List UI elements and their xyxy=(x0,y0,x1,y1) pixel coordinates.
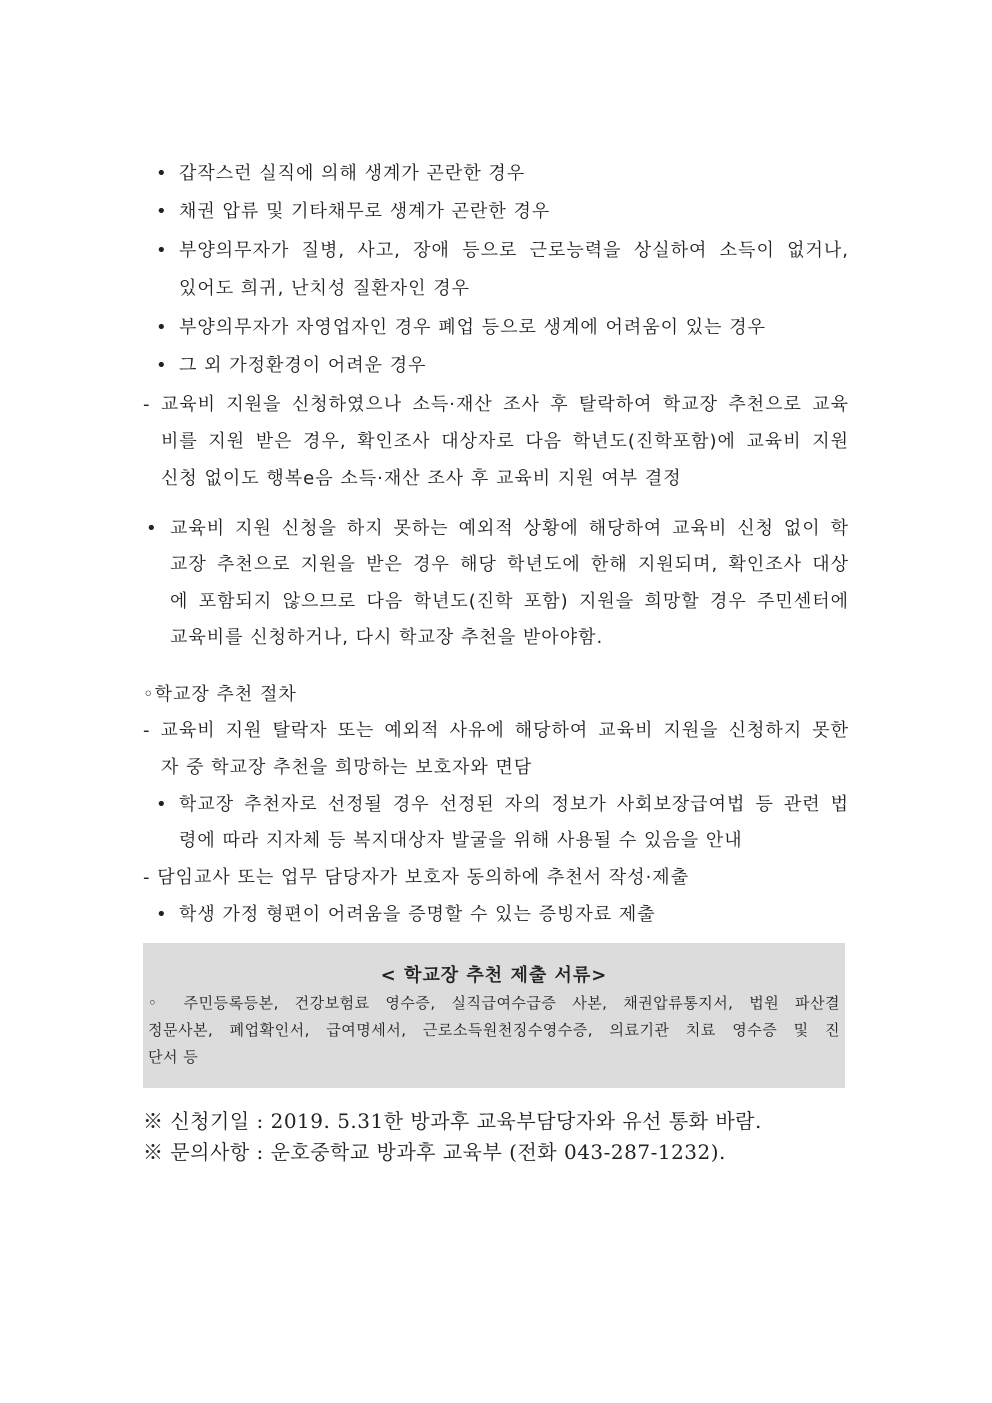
procedure-step-line: 자 중 학교장 추천을 희망하는 보호자와 면담 xyxy=(161,757,533,778)
procedure-step-line xyxy=(143,718,849,744)
docs-box-line xyxy=(148,1020,840,1040)
procedure-sub-line xyxy=(179,792,849,818)
dash-paragraph-line xyxy=(161,429,849,455)
exception-paragraph-text: 교장 추천으로 지원을 받은 경우 해당 학년도에 한해 지원되며, 확인조사 대상 xyxy=(170,554,849,575)
dash-paragraph-line xyxy=(143,392,849,418)
procedure-sub-line: 령에 따라 지자체 등 복지대상자 발굴을 위해 사용될 수 있음을 안내 xyxy=(179,830,743,851)
exception-paragraph-line xyxy=(170,516,849,542)
dash-paragraph-text: 비를 지원 받은 경우, 확인조사 대상자로 다음 학년도(진학포함)에 교육비 지원 xyxy=(161,431,849,452)
exception-paragraph-line xyxy=(170,589,849,615)
contact-note: ※ 문의사항 : 운호중학교 방과후 교육부 (전화 043-287-1232). xyxy=(143,1140,726,1164)
bullet-marker: • xyxy=(156,794,167,815)
exception-paragraph-line xyxy=(170,552,849,578)
procedure-heading: ◦학교장 추천 절차 xyxy=(143,684,297,705)
procedure-sub-line: 학생 가정 형편이 어려움을 증명할 수 있는 증빙자료 제출 xyxy=(179,904,656,925)
bullet-item: 부양의무자가 자영업자인 경우 폐업 등으로 생계에 어려움이 있는 경우 xyxy=(179,317,767,338)
required-documents-box xyxy=(143,943,845,1088)
bullet-marker: • xyxy=(156,240,167,261)
bullet-item-text: 부양의무자가 질병, 사고, 장애 등으로 근로능력을 상실하여 소득이 없거나, xyxy=(179,240,849,261)
bullet-item: 그 외 가정환경이 어려운 경우 xyxy=(179,355,427,376)
bullet-marker: • xyxy=(156,317,167,338)
bullet-item: 채권 압류 및 기타채무로 생계가 곤란한 경우 xyxy=(179,201,551,222)
procedure-step-line: - 담임교사 또는 업무 담당자가 보호자 동의하에 추천서 작성·제출 xyxy=(143,867,690,888)
bullet-marker: • xyxy=(156,163,167,184)
exception-paragraph-line: 교육비를 신청하거나, 다시 학교장 추천을 받아야함. xyxy=(170,627,604,648)
bullet-marker: • xyxy=(156,201,167,222)
bullet-item xyxy=(179,238,849,264)
docs-box-line: 단서 등 xyxy=(148,1048,199,1066)
bullet-marker: • xyxy=(156,355,167,376)
docs-box-title: < 학교장 추천 제출 서류> xyxy=(380,965,608,986)
docs-box-text: ◦ 주민등록등본, 건강보험료 영수증, 실직급여수급증 사본, 채권압류통지서, 법원 파산결 xyxy=(148,994,840,1012)
exception-paragraph-text: 교육비 지원 신청을 하지 못하는 예외적 상황에 해당하여 교육비 신청 없이 학 xyxy=(170,518,849,539)
procedure-sub-text: 학교장 추천자로 선정될 경우 선정된 자의 정보가 사회보장급여법 등 관련 법 xyxy=(179,794,849,815)
deadline-note: ※ 신청기일 : 2019. 5.31한 방과후 교육부담당자와 유선 통화 바람. xyxy=(143,1109,762,1133)
docs-box-line xyxy=(148,993,840,1013)
bullet-marker: • xyxy=(146,518,157,539)
dash-paragraph-line: 신청 없이도 행복e음 소득·재산 조사 후 교육비 지원 여부 결정 xyxy=(161,468,682,489)
dash-paragraph-text: - 교육비 지원을 신청하였으나 소득·재산 조사 후 탈락하여 학교장 추천으로 교육 xyxy=(143,394,849,415)
bullet-item-continuation: 있어도 희귀, 난치성 질환자인 경우 xyxy=(179,278,471,299)
procedure-step-text: - 교육비 지원 탈락자 또는 예외적 사유에 해당하여 교육비 지원을 신청하지 못한 xyxy=(143,720,849,741)
exception-paragraph-text: 에 포함되지 않으므로 다음 학년도(진학 포함) 지원을 희망할 경우 주민센터에 xyxy=(170,591,849,612)
bullet-marker: • xyxy=(156,904,167,925)
docs-box-text: 정문사본, 폐업확인서, 급여명세서, 근로소득원천징수영수증, 의료기관 치료 영수증 및 진 xyxy=(148,1021,840,1039)
bullet-item: 갑작스런 실직에 의해 생계가 곤란한 경우 xyxy=(179,163,526,184)
